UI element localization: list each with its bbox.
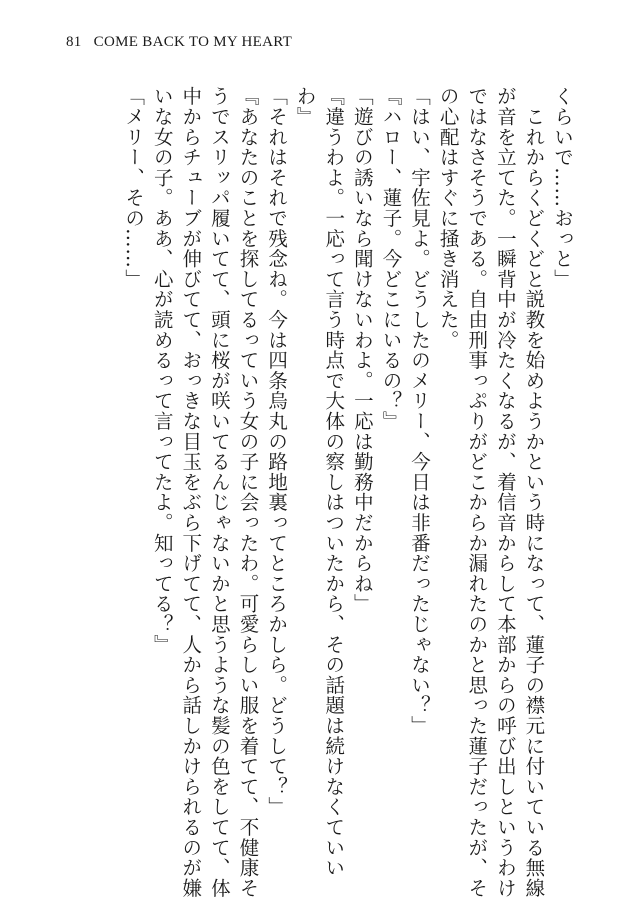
text-line: 『ハロー、蓮子。今どこにいるの？』 [379, 86, 403, 432]
text-line: 『違うわよ。一応って言う時点で大体の察しはついたから、その話題は続けなくていい [322, 86, 346, 878]
text-line: ではなさそうである。自由刑事っぷりがどこからか漏れたのかと思った蓮子だったが、そ [465, 86, 489, 898]
text-line: 「はい、宇佐見よ。どうしたのメリー、今日は非番だったじゃない？」 [408, 86, 432, 736]
text-line: いな女の子。ああ、心が読めるって言ってたよ。知ってる？』 [150, 86, 174, 655]
text-line: 「メリー、その……」 [122, 86, 146, 289]
text-line: の心配はすぐに掻き消えた。 [436, 86, 460, 350]
page-number: 81 [66, 34, 82, 50]
text-line: 「それはそれで残念ね。今は四条烏丸の路地裏ってところかしら。どうして？」 [265, 86, 289, 817]
text-line: 中からチューブが伸びてて、おっきな目玉をぶら下げてて、人から話しかけられるのが嫌 [179, 86, 203, 898]
text-line: 『あなたのことを探してるっていう女の子に会ったわ。可愛らしい服を着てて、不健康そ [236, 86, 260, 898]
text-line: わ』 [293, 86, 317, 127]
text-line: くらいで……おっと」 [551, 86, 574, 289]
vertical-body-text [119, 86, 577, 898]
text-line: これからくどくどと説教を始めようかという時になって、蓮子の襟元に付いている無線 [522, 86, 546, 898]
text-line: うでスリッパ履いてて、頭に桜が咲いてるんじゃないかと思うような髪の色をしてて、体 [207, 86, 231, 898]
text-line: が音を立てた。一瞬背中が冷たくなるが、着信音からして本部からの呼び出しというわけ [493, 86, 517, 898]
text-line: 「遊びの誘いなら聞けないわよ。一応は勤務中だからね」 [350, 86, 374, 614]
page-header [66, 34, 292, 51]
running-title: COME BACK TO MY HEART [93, 34, 293, 50]
